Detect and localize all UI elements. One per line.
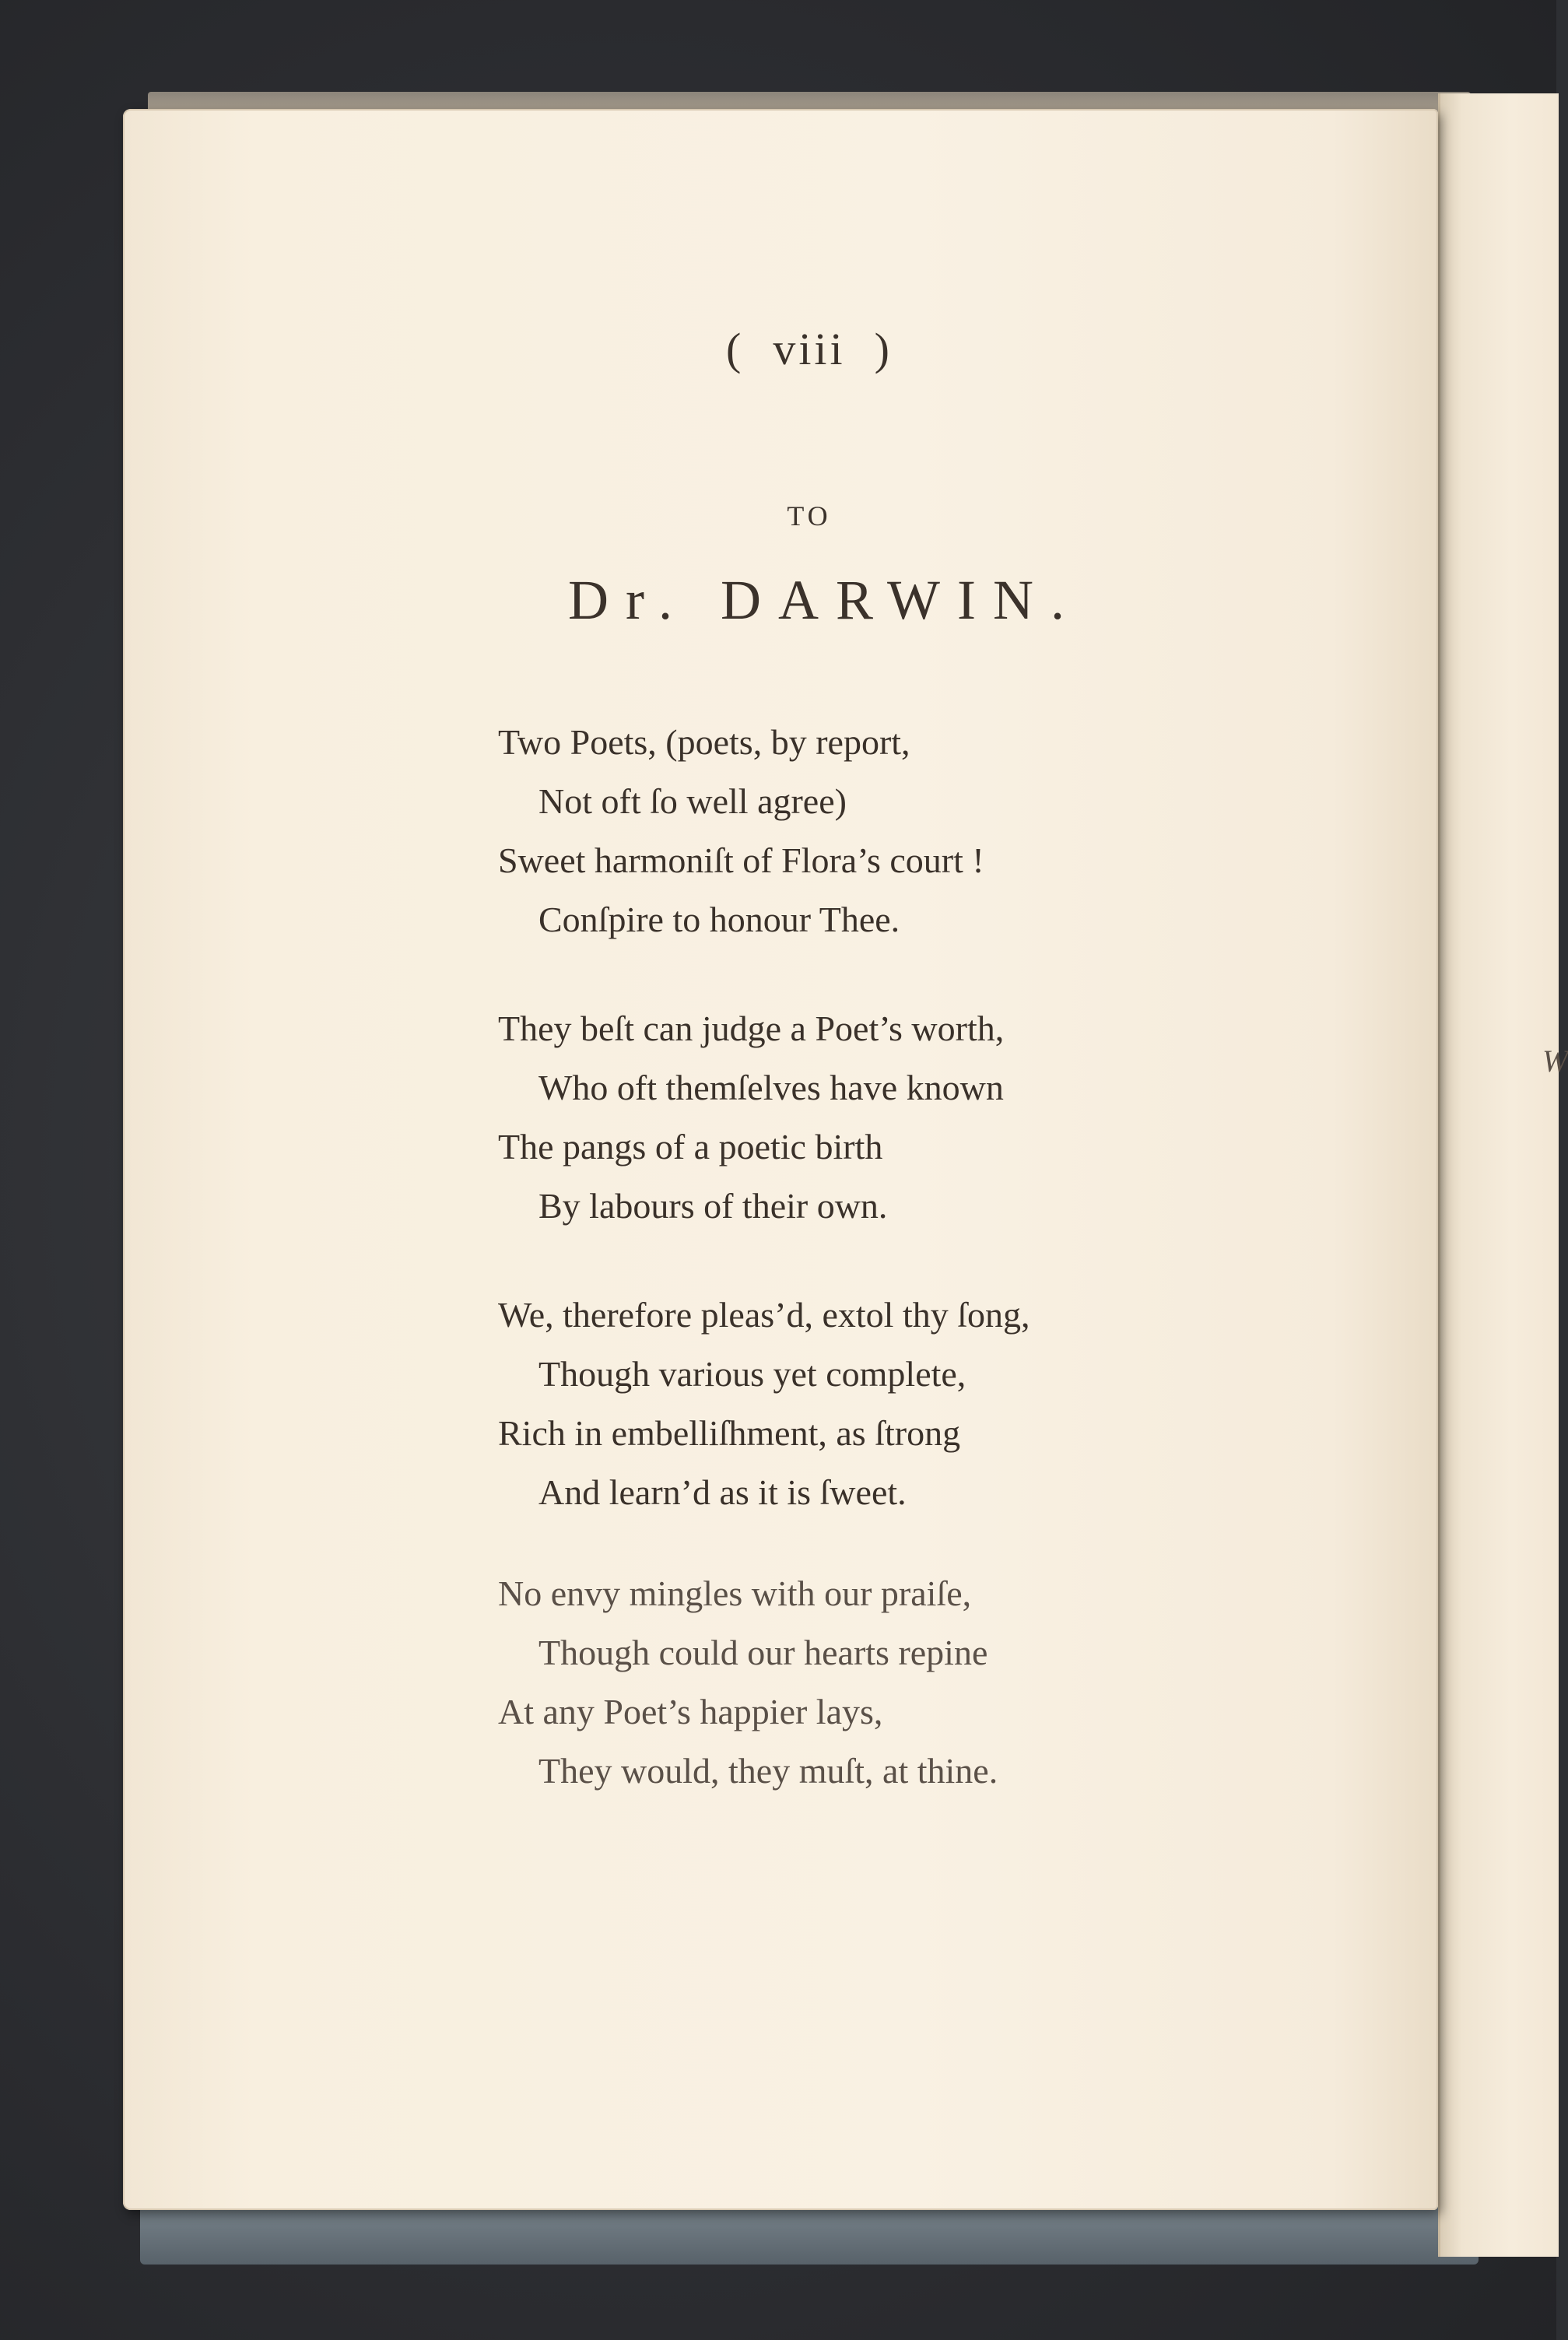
poem-line: Not oft ſo well agree): [538, 781, 847, 821]
poem-line: They would, they muſt, at thine.: [538, 1751, 998, 1791]
facing-page-letter: W: [1542, 1044, 1568, 1079]
poem-line: They beſt can judge a Poet’s worth,: [498, 1009, 1005, 1048]
poem-line: No envy mingles with our praiſe,: [498, 1573, 972, 1613]
facing-page-edge: [1438, 93, 1559, 2257]
stanza-2: [498, 999, 1183, 1236]
poem-line: By labours of their own.: [538, 1186, 888, 1226]
poem-line: Though could our hearts repine: [538, 1633, 988, 1672]
poem-line: At any Poet’s happier lays,: [498, 1692, 883, 1731]
stanza-3: [498, 1286, 1183, 1522]
poem-line: We, therefore pleas’d, extol thy ſong,: [498, 1295, 1030, 1335]
page-number: ( viii ): [726, 324, 893, 374]
poem-line: Conſpire to honour Thee.: [538, 900, 900, 939]
poem-title: Dr. DARWIN.: [568, 569, 1082, 631]
poem-line: Sweet harmoniſt of Flora’s court !: [498, 840, 984, 880]
poem-line: The pangs of a poetic birth: [498, 1127, 883, 1166]
poem-line: Rich in embelliſhment, as ſtrong: [498, 1413, 961, 1453]
stanza-1: [498, 713, 1183, 949]
poem-line: Who oft themſelves have known: [538, 1068, 1004, 1107]
poem-line: And learn’d as it is ſweet.: [538, 1472, 907, 1512]
poem-line: Though various yet complete,: [538, 1354, 966, 1394]
dedication-to: TO: [787, 500, 832, 531]
stanza-4: [498, 1564, 1183, 1801]
poem-line: Two Poets, (poets, by report,: [498, 722, 910, 762]
